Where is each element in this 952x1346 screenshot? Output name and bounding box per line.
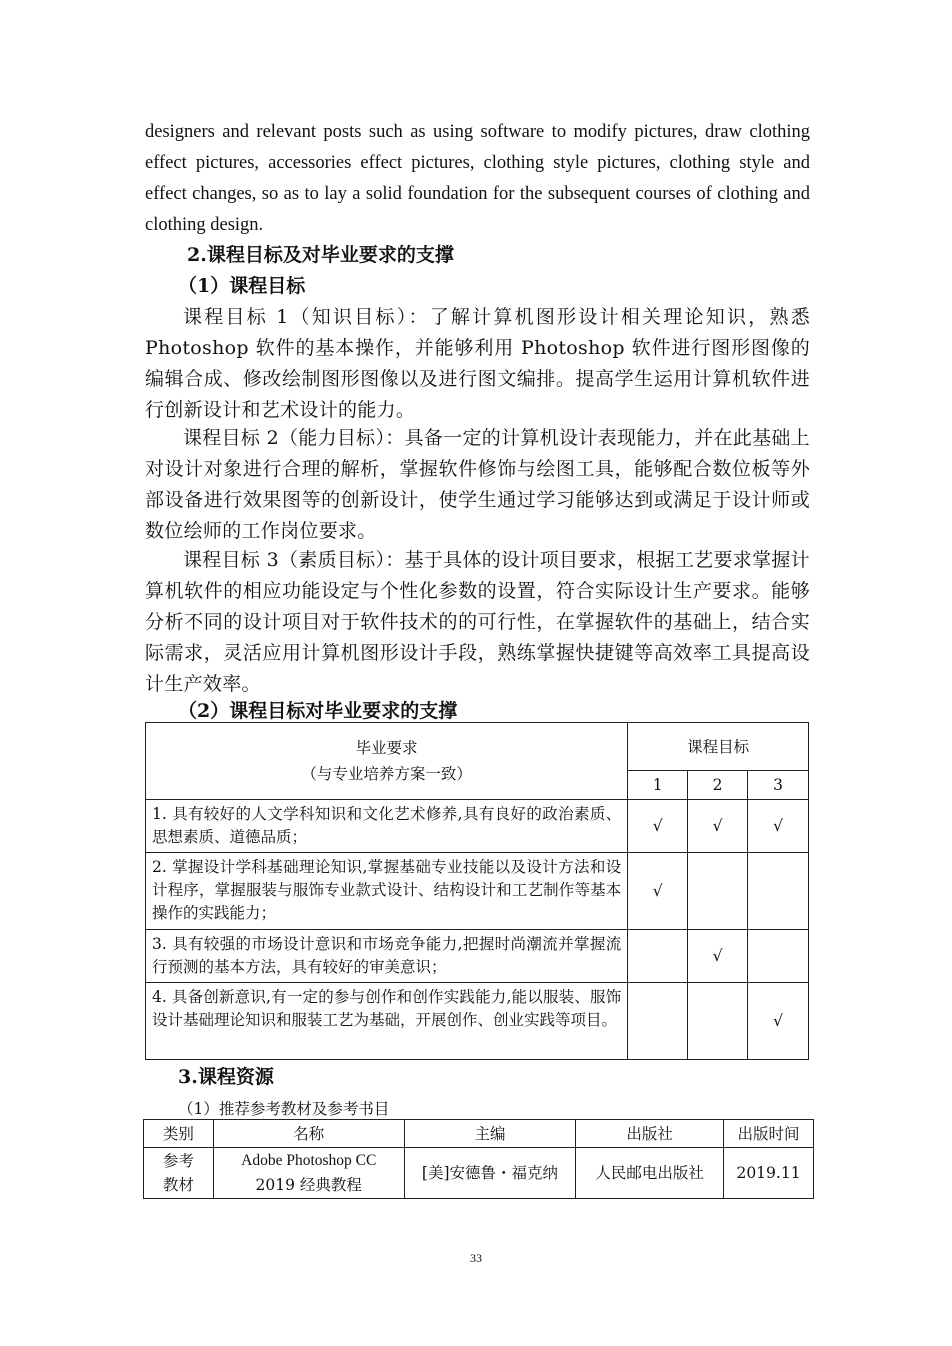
header-publisher: 出版社 [576, 1120, 724, 1148]
course-goals-subheading: （1）课程目标 [178, 275, 306, 297]
header-editor: 主编 [404, 1120, 576, 1148]
book-category-line1: 参考 [162, 1152, 194, 1170]
book-name-line2: 2019 经典教程 [255, 1176, 362, 1194]
book-editor: [美]安德鲁・福克纳 [404, 1148, 576, 1199]
reference-books-subheading: （1）推荐参考教材及参考书目 [178, 1100, 390, 1118]
requirements-header-cell [146, 723, 628, 800]
check-mark [628, 983, 688, 1060]
check-mark [628, 930, 688, 983]
course-goals-header: 课程目标 [628, 723, 809, 771]
intro-paragraph-english: designers and relevant posts such as using software to modify pictures, draw clothing effect pictures, accessories effect pictures, clothing style pictures, clothing style and effect changes, so as to lay a solid foundation for the subsequent courses of clothing and clothing design. [145, 122, 810, 235]
requirement-text: 3. 具有较强的市场设计意识和市场竞争能力,把握时尚潮流并掌握流行预测的基本方法，具有较好的审美意识； [146, 930, 628, 983]
book-name-line1: Adobe Photoshop CC [241, 1152, 377, 1169]
check-mark: √ [748, 800, 809, 853]
book-publish-date: 2019.11 [724, 1148, 814, 1199]
header-publish-date: 出版时间 [724, 1120, 814, 1148]
section-2-heading: 2.课程目标及对毕业要求的支撑 [187, 244, 454, 266]
header-category: 类别 [144, 1120, 214, 1148]
check-mark: √ [748, 983, 809, 1060]
page-number: 33 [470, 1251, 482, 1265]
check-mark [748, 853, 809, 930]
table-row [146, 853, 809, 930]
requirements-header-note: （与专业培养方案一致） [301, 765, 472, 783]
table-row [144, 1148, 814, 1199]
requirement-text: 4. 具备创新意识,有一定的参与创作和创作实践能力,能以服装、服饰设计基础理论知识和服装工艺为基础，开展创作、创业实践等项目。 [146, 983, 628, 1060]
reference-books-table [143, 1119, 814, 1199]
table-row [146, 983, 809, 1060]
goal-number-3: 3 [748, 770, 809, 799]
requirement-text: 2. 掌握设计学科基础理论知识,掌握基础专业技能以及设计方法和设计程序，掌握服装与服饰专业款式设计、结构设计和工艺制作等基本操作的实践能力； [146, 853, 628, 930]
check-mark: √ [688, 800, 748, 853]
check-mark: √ [688, 930, 748, 983]
header-name: 名称 [213, 1120, 404, 1148]
table-row [146, 800, 809, 853]
goal-support-subheading: （2）课程目标对毕业要求的支撑 [178, 700, 458, 722]
graduation-requirements-table [145, 722, 809, 1060]
requirement-text: 1. 具有较好的人文学科知识和文化艺术修养,具有良好的政治素质、思想素质、道德品质； [146, 800, 628, 853]
goal-1-paragraph: 课程目标 1（知识目标）：了解计算机图形设计相关理论知识，熟悉 Photoshop 软件的基本操作，并能够利用 Photoshop 软件进行图形图像的编辑合成、修改绘制图形图像以及进行图文编排。提高学生运用计算机软件进行创新设计和艺术设计的能力。 [145, 306, 810, 421]
table-header-row [144, 1120, 814, 1148]
goal-number-1: 1 [628, 770, 688, 799]
check-mark [688, 853, 748, 930]
section-3-heading: 3.课程资源 [178, 1066, 274, 1088]
goal-3-paragraph: 课程目标 3（素质目标）：基于具体的设计项目要求，根据工艺要求掌握计算机软件的相应功能设定与个性化参数的设置，符合实际设计生产要求。能够分析不同的设计项目对于软件技术的的可行性，在掌握软件的基础上，结合实际需求，灵活应用计算机图形设计手段，熟练掌握快捷键等高效率工具提高设计生产效率。 [145, 549, 810, 695]
goal-2-paragraph: 课程目标 2（能力目标）：具备一定的计算机设计表现能力，并在此基础上对设计对象进行合理的解析，掌握软件修饰与绘图工具，能够配合数位板等外部设备进行效果图等的创新设计，使学生通过学习能够达到或满足于设计师或数位绘师的工作岗位要求。 [145, 427, 810, 542]
book-publisher: 人民邮电出版社 [576, 1148, 724, 1199]
check-mark: √ [628, 853, 688, 930]
check-mark: √ [628, 800, 688, 853]
book-category [144, 1148, 214, 1199]
requirements-header-title: 毕业要求 [355, 739, 418, 757]
check-mark [688, 983, 748, 1060]
book-name [213, 1148, 404, 1199]
table-row [146, 930, 809, 983]
check-mark [748, 930, 809, 983]
book-category-line2: 教材 [162, 1176, 194, 1194]
goal-number-2: 2 [688, 770, 748, 799]
